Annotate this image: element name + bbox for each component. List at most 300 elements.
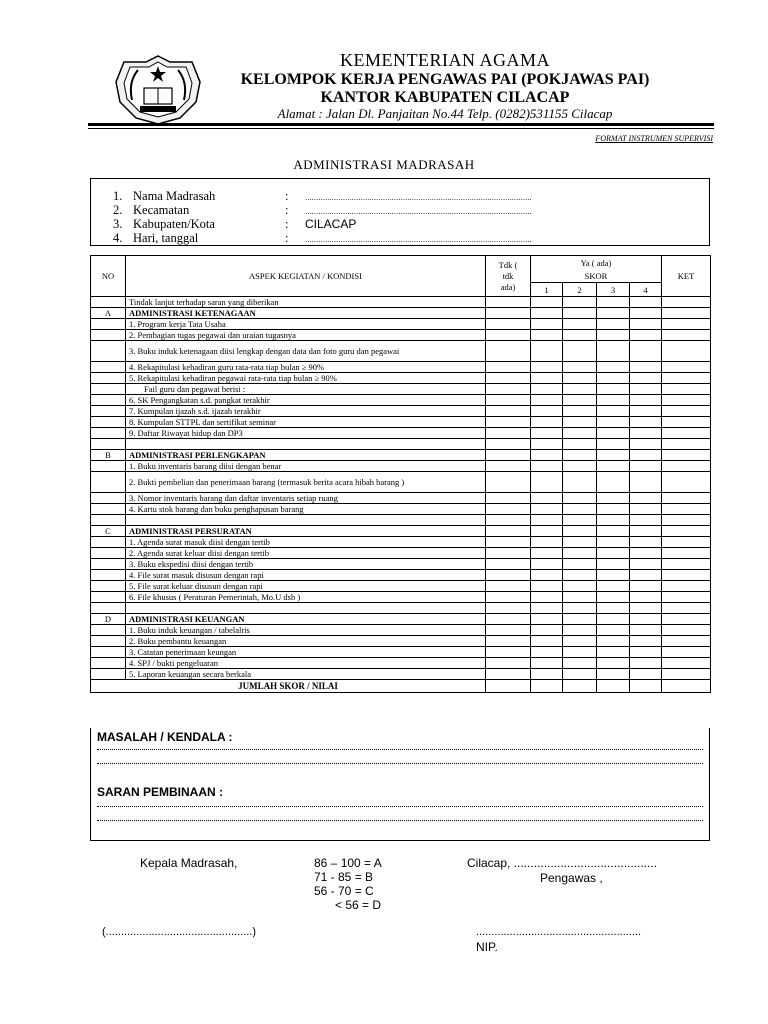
score-1-cell[interactable] [531,297,563,308]
header-working-group: KELOMPOK KERJA PENGAWAS PAI (POKJAWAS PAI) [240,71,650,88]
header-tidak-ada-line1: Tdk ( [498,259,518,270]
header-score-4: 4 [630,283,662,297]
score-1-cell[interactable] [531,636,563,647]
score-4-cell[interactable] [630,526,662,537]
score-2-cell[interactable] [563,330,597,341]
score-3-cell[interactable] [597,658,630,669]
ket-cell[interactable] [662,373,711,384]
score-3-cell[interactable] [597,548,630,559]
table-row [91,439,711,450]
row-number [91,504,126,515]
ket-cell[interactable] [662,647,711,658]
score-2-cell[interactable] [563,592,597,603]
table-row [91,581,711,592]
score-4-cell[interactable] [630,373,662,384]
score-4-cell[interactable] [630,625,662,636]
score-3-cell[interactable] [597,515,630,526]
score-1-cell[interactable] [531,330,563,341]
ket-cell[interactable] [662,384,711,395]
tidak-ada-cell[interactable] [486,493,531,504]
score-2-cell[interactable] [563,526,597,537]
identity-number: 3. [113,217,123,231]
score-4-cell[interactable] [630,319,662,330]
score-1-cell[interactable] [531,384,563,395]
ket-cell[interactable] [662,537,711,548]
score-4-cell[interactable] [630,636,662,647]
score-2-cell[interactable] [563,362,597,373]
score-3-cell[interactable] [597,428,630,439]
score-1-cell[interactable] [531,406,563,417]
score-1-cell[interactable] [531,417,563,428]
score-2-cell[interactable] [563,515,597,526]
ket-cell[interactable] [662,439,711,450]
header-rule-thick [88,123,714,126]
score-3-cell[interactable] [597,297,630,308]
ket-cell[interactable] [662,614,711,625]
score-2-cell[interactable] [563,406,597,417]
score-2-cell[interactable] [563,439,597,450]
score-1-cell[interactable] [531,581,563,592]
row-number [91,592,126,603]
total-cell[interactable] [563,680,597,693]
score-2-cell[interactable] [563,417,597,428]
aspect-text: 3. Buku ekspedisi diisi dengan tertib [126,559,486,570]
tidak-ada-cell[interactable] [486,603,531,614]
score-3-cell[interactable] [597,614,630,625]
ket-cell[interactable] [662,570,711,581]
table-row [91,406,711,417]
score-4-cell[interactable] [630,417,662,428]
ket-cell[interactable] [662,526,711,537]
score-1-cell[interactable] [531,625,563,636]
score-2-cell[interactable] [563,669,597,680]
tidak-ada-cell[interactable] [486,570,531,581]
table-row [91,297,711,308]
score-1-cell[interactable] [531,362,563,373]
score-1-cell[interactable] [531,428,563,439]
row-number [91,319,126,330]
ket-cell[interactable] [662,559,711,570]
score-4-cell[interactable] [630,461,662,472]
score-2-cell[interactable] [563,614,597,625]
table-row [91,341,711,362]
identity-label: Kecamatan [133,203,190,217]
table-row [91,658,711,669]
header-address: Alamat : Jalan Dl. Panjaitan No.44 Telp. (0282)531155 Cilacap [277,106,613,121]
score-3-cell[interactable] [597,319,630,330]
score-2-cell[interactable] [563,493,597,504]
score-1-cell[interactable] [531,450,563,461]
tidak-ada-cell[interactable] [486,384,531,395]
score-4-cell[interactable] [630,570,662,581]
table-row [91,548,711,559]
score-1-cell[interactable] [531,658,563,669]
row-number [91,330,126,341]
tidak-ada-cell[interactable] [486,461,531,472]
score-4-cell[interactable] [630,581,662,592]
score-1-cell[interactable] [531,526,563,537]
ket-cell[interactable] [662,450,711,461]
table-row [91,428,711,439]
identity-row [113,217,356,231]
score-3-cell[interactable] [597,472,630,493]
score-4-cell[interactable] [630,428,662,439]
score-4-cell[interactable] [630,472,662,493]
tidak-ada-cell[interactable] [486,395,531,406]
score-3-cell[interactable] [597,647,630,658]
identity-colon: : [285,217,289,231]
aspect-text: 6. SK Pengangkatan s.d. pangkat terakhir [126,395,486,406]
score-2-cell[interactable] [563,461,597,472]
ket-cell[interactable] [662,548,711,559]
score-3-cell[interactable] [597,461,630,472]
section-row [91,308,711,319]
ket-cell[interactable] [662,625,711,636]
aspect-text: 5. Laporan keuangan secara berkala [126,669,486,680]
ket-cell[interactable] [662,603,711,614]
table-row [91,669,711,680]
score-3-cell[interactable] [597,384,630,395]
kepala-madrasah-label: Kepala Madrasah, [140,856,238,870]
score-3-cell[interactable] [597,362,630,373]
identity-value[interactable]: ...................................................................................................... [305,207,532,216]
aspect-text [126,515,486,526]
score-4-cell[interactable] [630,603,662,614]
score-4-cell[interactable] [630,559,662,570]
score-1-cell[interactable] [531,373,563,384]
ket-cell[interactable] [662,297,711,308]
ket-cell[interactable] [662,395,711,406]
tidak-ada-cell[interactable] [486,559,531,570]
header-no: NO [91,256,126,297]
score-3-cell[interactable] [597,581,630,592]
score-4-cell[interactable] [630,537,662,548]
ket-cell[interactable] [662,592,711,603]
aspect-text [126,439,486,450]
score-3-cell[interactable] [597,417,630,428]
tidak-ada-cell[interactable] [486,647,531,658]
document-title: ADMINISTRASI MADRASAH [293,157,475,172]
ket-cell[interactable] [662,341,711,362]
score-4-cell[interactable] [630,493,662,504]
score-1-cell[interactable] [531,504,563,515]
score-4-cell[interactable] [630,515,662,526]
score-1-cell[interactable] [531,341,563,362]
row-number [91,537,126,548]
score-2-cell[interactable] [563,472,597,493]
aspect-text: 4. Kartu stok barang dan buku penghapusan barang [126,504,486,515]
score-3-cell[interactable] [597,450,630,461]
table-row [91,472,711,493]
aspect-text: Tindak lanjut terhadap saran yang diberikan [126,297,486,308]
table-row [91,461,711,472]
score-4-cell[interactable] [630,647,662,658]
score-1-cell[interactable] [531,614,563,625]
score-3-cell[interactable] [597,439,630,450]
identity-row [113,231,532,245]
row-number [91,373,126,384]
row-number: B [91,450,126,461]
score-2-cell[interactable] [563,373,597,384]
score-4-cell[interactable] [630,362,662,373]
score-1-cell[interactable] [531,515,563,526]
score-2-cell[interactable] [563,647,597,658]
score-3-cell[interactable] [597,636,630,647]
ket-cell[interactable] [662,581,711,592]
score-3-cell[interactable] [597,570,630,581]
row-number [91,669,126,680]
pengawas-signature-line[interactable]: ...................................................... [476,926,642,938]
tidak-ada-cell[interactable] [486,592,531,603]
aspect-text: 2. Buku pembantu keuangan [126,636,486,647]
table-row [91,559,711,570]
aspect-text: 5. File surat keluar disusun dengan rapi [126,581,486,592]
tidak-ada-cell[interactable] [486,636,531,647]
identity-value[interactable]: ...................................................................................................... [305,193,532,202]
tidak-ada-cell[interactable] [486,548,531,559]
header-score-1: 1 [531,283,563,297]
tidak-ada-cell[interactable] [486,581,531,592]
ket-cell[interactable] [662,472,711,493]
tidak-ada-cell[interactable] [486,341,531,362]
total-label: JUMLAH SKOR / NILAI [91,680,486,693]
ket-cell[interactable] [662,493,711,504]
score-1-cell[interactable] [531,319,563,330]
row-number [91,428,126,439]
ket-cell[interactable] [662,669,711,680]
tidak-ada-cell[interactable] [486,658,531,669]
total-cell[interactable] [531,680,563,693]
score-3-cell[interactable] [597,625,630,636]
tidak-ada-cell[interactable] [486,614,531,625]
tidak-ada-cell[interactable] [486,472,531,493]
row-number [91,647,126,658]
identity-label: Kabupaten/Kota [133,217,215,231]
score-4-cell[interactable] [630,548,662,559]
score-1-cell[interactable] [531,603,563,614]
tidak-ada-cell[interactable] [486,625,531,636]
identity-row [113,203,532,217]
kemenag-emblem-icon [110,52,206,128]
score-2-cell[interactable] [563,625,597,636]
tidak-ada-cell[interactable] [486,406,531,417]
tidak-ada-cell[interactable] [486,373,531,384]
tidak-ada-cell[interactable] [486,515,531,526]
tidak-ada-cell[interactable] [486,428,531,439]
score-3-cell[interactable] [597,373,630,384]
row-number [91,559,126,570]
score-1-cell[interactable] [531,439,563,450]
score-3-cell[interactable] [597,526,630,537]
score-3-cell[interactable] [597,603,630,614]
tidak-ada-cell[interactable] [486,417,531,428]
score-1-cell[interactable] [531,472,563,493]
score-2-cell[interactable] [563,603,597,614]
table-row [91,537,711,548]
total-cell[interactable] [486,680,531,693]
score-2-cell[interactable] [563,319,597,330]
score-2-cell[interactable] [563,636,597,647]
ket-cell[interactable] [662,504,711,515]
score-2-cell[interactable] [563,559,597,570]
row-number [91,362,126,373]
score-2-cell[interactable] [563,428,597,439]
aspect-text: 2. Pembagian tugas pegawai dan uraian tugasnya [126,330,486,341]
header-ministry: KEMENTERIAN AGAMA [340,50,550,70]
tidak-ada-cell[interactable] [486,330,531,341]
score-1-cell[interactable] [531,669,563,680]
ket-cell[interactable] [662,461,711,472]
identity-box [90,178,710,246]
total-cell[interactable] [630,680,662,693]
grade-b: 71 - 85 = B [314,870,374,884]
score-1-cell[interactable] [531,461,563,472]
ket-cell[interactable] [662,428,711,439]
score-4-cell[interactable] [630,308,662,319]
header-skor: SKOR [531,269,662,283]
score-4-cell[interactable] [630,658,662,669]
score-4-cell[interactable] [630,406,662,417]
identity-colon: : [285,189,289,203]
score-1-cell[interactable] [531,548,563,559]
identity-colon: : [285,231,289,245]
row-number [91,625,126,636]
tidak-ada-cell[interactable] [486,439,531,450]
identity-label: Nama Madrasah [133,189,216,203]
score-2-cell[interactable] [563,384,597,395]
score-3-cell[interactable] [597,669,630,680]
score-3-cell[interactable] [597,504,630,515]
tidak-ada-cell[interactable] [486,362,531,373]
tidak-ada-cell[interactable] [486,537,531,548]
score-2-cell[interactable] [563,581,597,592]
ket-cell[interactable] [662,319,711,330]
tidak-ada-cell[interactable] [486,297,531,308]
identity-row [113,189,532,203]
header-ket: KET [662,256,711,297]
ket-cell[interactable] [662,658,711,669]
row-number: C [91,526,126,537]
saran-line[interactable] [97,805,703,807]
row-number [91,658,126,669]
score-1-cell[interactable] [531,537,563,548]
score-2-cell[interactable] [563,548,597,559]
score-3-cell[interactable] [597,308,630,319]
ket-cell[interactable] [662,362,711,373]
row-number [91,636,126,647]
score-2-cell[interactable] [563,297,597,308]
score-4-cell[interactable] [630,439,662,450]
score-1-cell[interactable] [531,493,563,504]
score-2-cell[interactable] [563,658,597,669]
score-3-cell[interactable] [597,559,630,570]
score-4-cell[interactable] [630,450,662,461]
aspect-text: 3. Catatan penerimaan keungan [126,647,486,658]
score-2-cell[interactable] [563,570,597,581]
ket-cell[interactable] [662,417,711,428]
score-1-cell[interactable] [531,559,563,570]
score-2-cell[interactable] [563,504,597,515]
score-2-cell[interactable] [563,450,597,461]
tidak-ada-cell[interactable] [486,308,531,319]
score-4-cell[interactable] [630,669,662,680]
ket-cell[interactable] [662,636,711,647]
score-3-cell[interactable] [597,592,630,603]
row-number [91,472,126,493]
score-3-cell[interactable] [597,330,630,341]
masalah-line[interactable] [97,748,703,750]
aspect-text [126,603,486,614]
ket-cell[interactable] [662,308,711,319]
score-1-cell[interactable] [531,395,563,406]
score-1-cell[interactable] [531,308,563,319]
saran-label: SARAN PEMBINAAN : [97,785,223,799]
ket-cell[interactable] [662,406,711,417]
score-4-cell[interactable] [630,504,662,515]
score-4-cell[interactable] [630,297,662,308]
score-1-cell[interactable] [531,647,563,658]
score-2-cell[interactable] [563,395,597,406]
identity-value[interactable]: ...................................................................................................... [305,235,532,244]
score-1-cell[interactable] [531,592,563,603]
score-4-cell[interactable] [630,614,662,625]
score-3-cell[interactable] [597,341,630,362]
identity-value[interactable]: CILACAP [305,217,357,231]
score-4-cell[interactable] [630,341,662,362]
score-2-cell[interactable] [563,341,597,362]
score-2-cell[interactable] [563,537,597,548]
score-1-cell[interactable] [531,570,563,581]
aspect-text: 1. Buku induk keuangan / tabelalris [126,625,486,636]
ket-cell[interactable] [662,330,711,341]
masalah-line[interactable] [97,762,703,764]
tidak-ada-cell[interactable] [486,669,531,680]
row-number [91,603,126,614]
identity-number: 4. [113,231,123,245]
kepala-signature-line[interactable]: (................................................) [102,926,257,938]
ket-cell[interactable] [662,515,711,526]
place-date[interactable]: Cilacap, ........................................... [467,856,658,870]
aspect-text: 8. Kumpulan STTPL dan sertifikat seminar [126,417,486,428]
score-3-cell[interactable] [597,493,630,504]
section-title: ADMINISTRASI PERLENGKAPAN [126,450,486,461]
tidak-ada-cell[interactable] [486,504,531,515]
pengawas-label: Pengawas , [540,871,603,885]
aspect-text: 3. Nomor inventaris barang dan daftar inventaris setiap ruang [126,493,486,504]
total-cell[interactable] [597,680,630,693]
score-4-cell[interactable] [630,592,662,603]
score-4-cell[interactable] [630,384,662,395]
score-3-cell[interactable] [597,395,630,406]
score-2-cell[interactable] [563,308,597,319]
tidak-ada-cell[interactable] [486,319,531,330]
table-row [91,603,711,614]
section-row [91,526,711,537]
nip-label: NIP. [476,940,498,954]
score-4-cell[interactable] [630,330,662,341]
tidak-ada-cell[interactable] [486,450,531,461]
score-3-cell[interactable] [597,537,630,548]
table-row [91,592,711,603]
identity-colon: : [285,203,289,217]
score-4-cell[interactable] [630,395,662,406]
aspect-text: 2. Bukti pembelian dan penerimaan barang (termasuk berita acara hibah barang ) [126,472,486,493]
total-cell[interactable] [662,680,711,693]
saran-line[interactable] [97,819,703,821]
tidak-ada-cell[interactable] [486,526,531,537]
aspect-text: 1. Program kerja Tata Usaha [126,319,486,330]
score-3-cell[interactable] [597,406,630,417]
